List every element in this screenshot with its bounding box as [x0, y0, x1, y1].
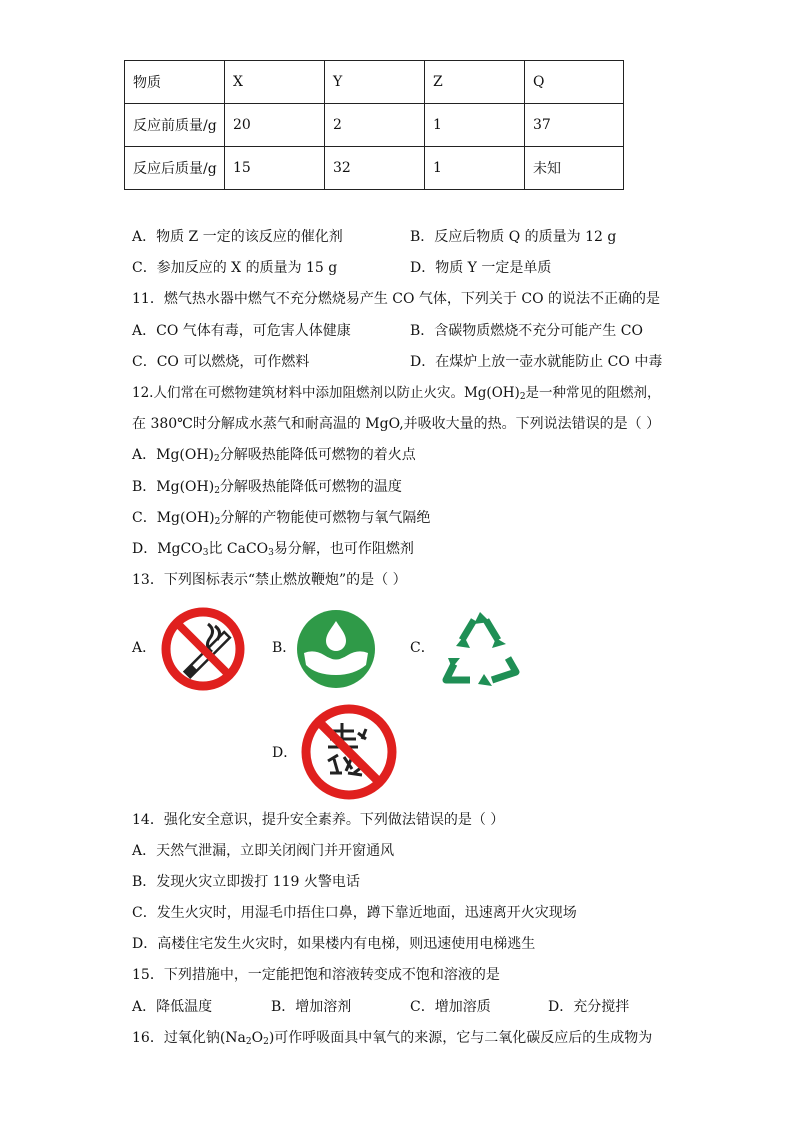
- q13-label-d: D．: [272, 745, 298, 761]
- q11-option-b: B．含碳物质燃烧不充分可能产生 CO: [410, 323, 643, 339]
- q11-option-c: C．CO 可以燃烧，可作燃料: [132, 354, 310, 370]
- table-cell: 20: [225, 104, 325, 147]
- q11-option-a: A．CO 气体有毒，可危害人体健康: [132, 323, 351, 339]
- table-cell: 未知: [525, 147, 624, 190]
- q11-stem: 11．燃气热水器中燃气不充分燃烧易产生 CO 气体，下列关于 CO 的说法不正确的是: [132, 291, 660, 307]
- q15-option-d: D．充分搅拌: [548, 999, 630, 1015]
- q13-label-c: C．: [410, 640, 435, 656]
- q15-option-a: A．降低温度: [132, 999, 213, 1015]
- q10-option-d: D．物质 Y 一定是单质: [410, 260, 552, 276]
- q12-option-d: D．MgCO$_3$比 CaCO$_3$易分解，也可作阻燃剂: [132, 541, 414, 558]
- table-cell: 反应前质量/g: [125, 104, 225, 147]
- table-cell: 1: [425, 104, 525, 147]
- recycle-icon: [434, 608, 526, 690]
- q15-stem: 15．下列措施中，一定能把饱和溶液转变成不饱和溶液的是: [132, 967, 500, 983]
- q11-option-d: D．在煤炉上放一壶水就能防止 CO 中毒: [410, 354, 663, 370]
- table-row: [125, 147, 624, 190]
- q13-label-b: B．: [272, 640, 297, 656]
- table-cell: Z: [425, 61, 525, 104]
- q15-option-b: B．增加溶剂: [271, 999, 352, 1015]
- q12-stem-line2: 在 380℃时分解成水蒸气和耐高温的 MgO,并吸收大量的热。下列说法错误的是（ ）: [132, 416, 661, 432]
- q12-stem-line1: 12.人们常在可燃物建筑材料中添加阻燃剂以防止火灾。$Mg(OH)_2$是一种常见的阻燃剂，: [132, 385, 661, 402]
- q13-stem: 13．下列图标表示“禁止燃放鞭炮”的是（ ）: [132, 572, 407, 588]
- table-cell: 32: [325, 147, 425, 190]
- mass-table: [124, 60, 624, 190]
- table-cell: Y: [325, 61, 425, 104]
- q16-stem: 16．过氧化钠$(Na_2O_2)$可作呼吸面具中氧气的来源，它与二氧化碳反应后的生成物为: [132, 1030, 653, 1047]
- q10-option-a: A．物质 Z 一定的该反应的催化剂: [132, 229, 343, 245]
- table-cell: 37: [525, 104, 624, 147]
- table-cell: 15: [225, 147, 325, 190]
- table-cell: 1: [425, 147, 525, 190]
- q10-option-b: B．反应后物质 Q 的质量为 12 g: [410, 229, 617, 245]
- table-row: [125, 61, 624, 104]
- table-cell: X: [225, 61, 325, 104]
- q13-label-a: A．: [132, 640, 157, 656]
- q10-option-c: C．参加反应的 X 的质量为 15 g: [132, 260, 338, 276]
- table-cell: 2: [325, 104, 425, 147]
- no-firecrackers-icon: [300, 703, 398, 801]
- no-smoking-icon: [160, 606, 246, 692]
- q14-stem: 14．强化安全意识，提升安全素养。下列做法错误的是（ ）: [132, 812, 505, 828]
- table-cell: Q: [525, 61, 624, 104]
- water-saving-icon: [296, 609, 376, 689]
- q15-option-c: C．增加溶质: [410, 999, 491, 1015]
- q14-option-d: D．高楼住宅发生火灾时，如果楼内有电梯，则迅速使用电梯逃生: [132, 936, 536, 952]
- q14-option-c: C．发生火灾时，用湿毛巾捂住口鼻，蹲下靠近地面，迅速离开火灾现场: [132, 905, 577, 921]
- table-cell: 反应后质量/g: [125, 147, 225, 190]
- table-row: [125, 104, 624, 147]
- table-cell: 物质: [125, 61, 225, 104]
- q14-option-b: B．发现火灾立即拨打 119 火警电话: [132, 874, 360, 890]
- q12-option-b: B．$Mg(OH)_2$分解吸热能降低可燃物的温度: [132, 479, 402, 496]
- q14-option-a: A．天然气泄漏，立即关闭阀门并开窗通风: [132, 843, 395, 859]
- q12-option-c: C．$Mg(OH)_2$分解的产物能使可燃物与氧气隔绝: [132, 510, 431, 527]
- q12-option-a: A．$Mg(OH)_2$分解吸热能降低可燃物的着火点: [132, 447, 416, 464]
